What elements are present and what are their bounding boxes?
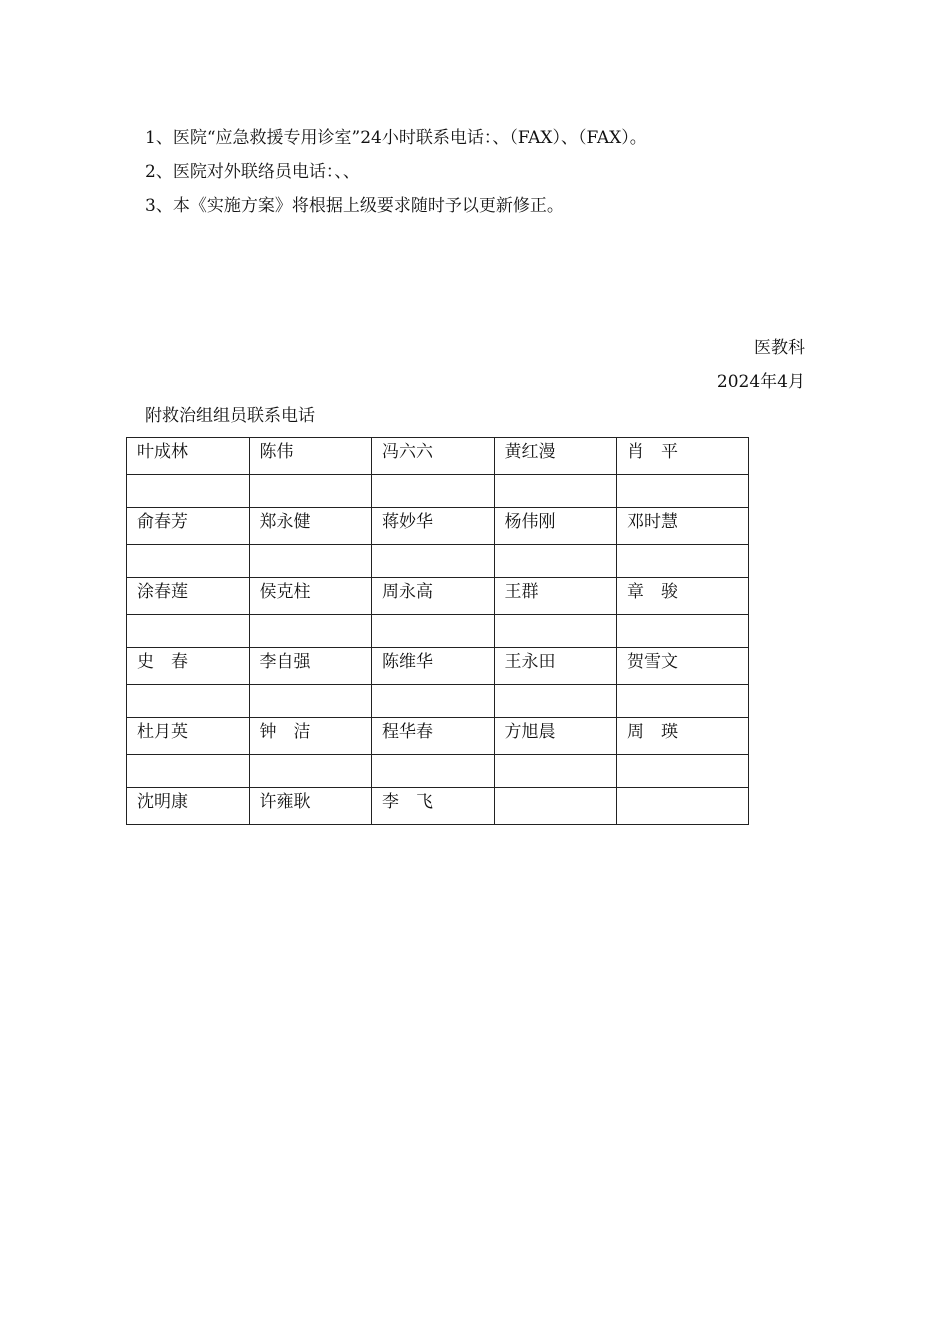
member-name-cell: 涂春莲 [127, 578, 250, 615]
phone-cell [617, 615, 749, 648]
member-name-cell: 许雍耿 [249, 788, 372, 825]
phone-cell [249, 755, 372, 788]
member-name-cell: 史 春 [127, 648, 250, 685]
phone-cell [617, 545, 749, 578]
member-name-cell: 程华春 [372, 718, 495, 755]
member-name-cell: 邓时慧 [617, 508, 749, 545]
phone-cell [372, 755, 495, 788]
phone-cell [127, 475, 250, 508]
table-row [127, 648, 749, 685]
table-title: 附救治组组员联系电话 [145, 406, 315, 426]
member-name-cell: 蒋妙华 [372, 508, 495, 545]
phone-cell [494, 615, 617, 648]
member-name-cell: 冯六六 [372, 438, 495, 475]
signature-date: 2024年4月 [716, 372, 805, 392]
member-name-cell: 郑永健 [249, 508, 372, 545]
table-row [127, 718, 749, 755]
member-name-cell: 叶成林 [127, 438, 250, 475]
member-name-cell: 钟 洁 [249, 718, 372, 755]
member-name-cell: 陈维华 [372, 648, 495, 685]
phone-cell [127, 615, 250, 648]
member-name-cell: 俞春芳 [127, 508, 250, 545]
phone-cell [494, 475, 617, 508]
phone-cell [494, 755, 617, 788]
table-row [127, 475, 749, 508]
member-name-cell: 周永高 [372, 578, 495, 615]
phone-cell [249, 475, 372, 508]
member-name-cell: 肖 平 [617, 438, 749, 475]
table-row [127, 508, 749, 545]
phone-cell [494, 545, 617, 578]
table-row [127, 615, 749, 648]
note-item: 1、医院“应急救援专用诊室”24小时联系电话：、（FAX）、（FAX）。 [145, 128, 647, 148]
notes-list [145, 124, 647, 226]
table-row [127, 685, 749, 718]
phone-cell [372, 615, 495, 648]
phone-cell [617, 475, 749, 508]
member-name-cell: 侯克柱 [249, 578, 372, 615]
phone-cell [617, 685, 749, 718]
phone-cell [617, 755, 749, 788]
phone-cell [249, 685, 372, 718]
table-row [127, 755, 749, 788]
signature-block [717, 334, 805, 402]
department-name: 医教科 [754, 338, 805, 358]
member-name-cell: 李自强 [249, 648, 372, 685]
member-name-cell: 贺雪文 [617, 648, 749, 685]
phone-cell [249, 615, 372, 648]
phone-cell [494, 685, 617, 718]
member-name-cell: 沈明康 [127, 788, 250, 825]
member-name-cell: 章 骏 [617, 578, 749, 615]
phone-cell [372, 475, 495, 508]
note-item: 2、医院对外联络员电话：、、 [145, 162, 360, 182]
phone-cell [127, 755, 250, 788]
phone-cell [127, 685, 250, 718]
member-name-cell: 王永田 [494, 648, 617, 685]
member-name-cell [494, 788, 617, 825]
member-name-cell: 方旭晨 [494, 718, 617, 755]
member-name-cell: 陈伟 [249, 438, 372, 475]
table-row [127, 578, 749, 615]
member-name-cell: 杜月英 [127, 718, 250, 755]
phone-cell [127, 545, 250, 578]
member-name-cell: 周 瑛 [617, 718, 749, 755]
phone-cell [372, 685, 495, 718]
member-name-cell: 王群 [494, 578, 617, 615]
table-row [127, 545, 749, 578]
table-row [127, 788, 749, 825]
table-row [127, 438, 749, 475]
member-name-cell: 黄红漫 [494, 438, 617, 475]
member-name-cell [617, 788, 749, 825]
member-name-cell: 李 飞 [372, 788, 495, 825]
contact-table [126, 437, 749, 825]
phone-cell [372, 545, 495, 578]
phone-cell [249, 545, 372, 578]
note-item: 3、本《实施方案》将根据上级要求随时予以更新修正。 [145, 196, 564, 216]
member-name-cell: 杨伟刚 [494, 508, 617, 545]
